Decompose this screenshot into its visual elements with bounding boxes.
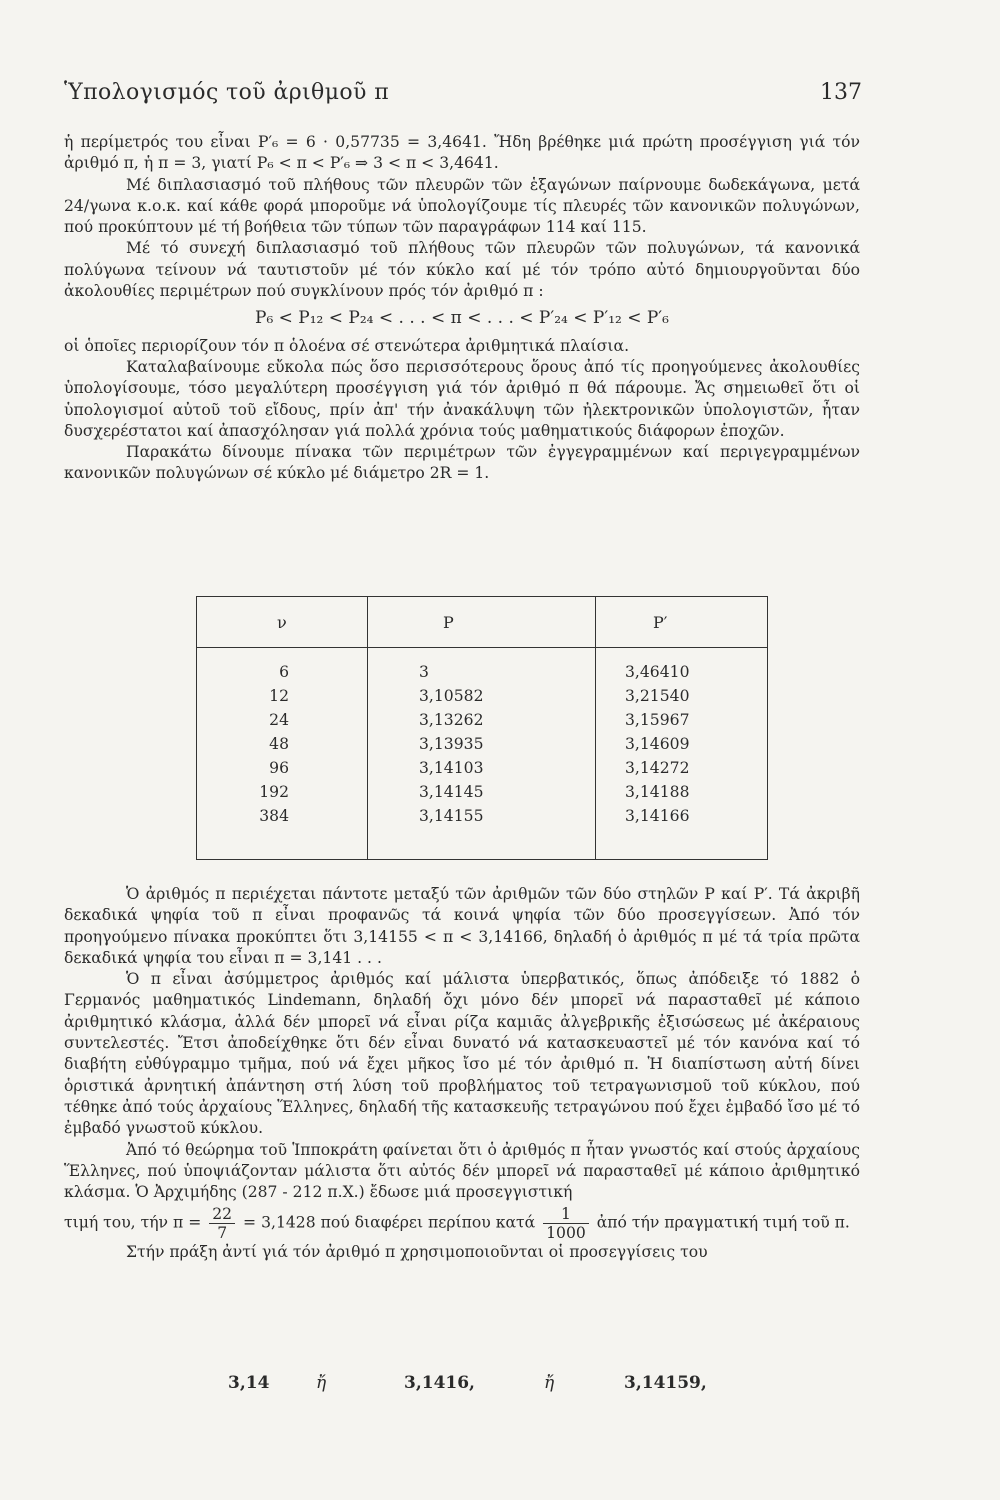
paragraph: Καταλαβαίνουμε εὔκολα πώς ὅσο περισσότερους ὅρους ἀπό τίς προηγούμενες ἀκολουθίες ὑπολογίσουμε, τόσο μεγαλύτερη προσέγγιση γιά τόν ἀριθμό π θά πάρουμε. Ἄς σημειωθεῖ ὅτι οἱ ὑπολογισμοί αὐτοῦ τοῦ εἴδους, πρίν ἀπ' τήν ἀνακάλυψη τῶν ἠλεκτρονικῶν ὑπολογιστῶν, ἦταν δυσχερέστατοι καί ἀπασχόλησαν γιά πολλά χρόνια τούς μαθηματικούς διάφορων ἐποχῶν.: [64, 357, 860, 440]
cell-P-prime: 3,15967: [625, 711, 690, 729]
paragraph: Ἀπό τό θεώρημα τοῦ Ἱπποκράτη φαίνεται ὅτι ὁ ἀριθμός π ἦταν γνωστός καί στούς ἀρχαίους Ἕλληνες, πού ὑποψιάζονταν μάλιστα ὅτι αὐτός δέν μπορεῖ νά παρασταθεῖ μέ κάποιο ἀριθμητικό κλάσμα. Ὁ Ἀρχιμήδης (287 - 212 π.Χ.) ἔδωσε μιά προσεγγιστική: [64, 1140, 860, 1202]
table-row: [197, 711, 767, 735]
cell-P-prime: 3,14272: [625, 759, 690, 777]
paragraph: Ὁ π εἶναι ἀσύμμετρος ἀριθμός καί μάλιστα ὑπερβατικός, ὅπως ἀπόδειξε τό 1882 ὁ Γερμανός μαθηματικός Lindemann, δηλαδή ὄχι μόνο δέν μπορεῖ νά παρασταθεῖ μέ κάποιο ἀριθμητικό κλάσμα, ἀλλά δέν μπορεῖ νά εἶναι ρίζα καμιᾶς ἀλγεβρικῆς ἐξισώσεως μέ ἀκέραιους συντελεστές. Ἔτσι ἀποδείχθηκε ὅτι δέν εἶναι δυνατό νά κατασκευαστεῖ μέ τόν κανόνα καί τό διαβήτη εὐθύγραμμο τμῆμα, πού νά ἔχει μῆκος ἴσο μέ τόν ἀριθμό π. Ἡ διαπίστωση αὐτή δίνει ὁριστικά ἀρνητική ἀπάντηση στή λύση τοῦ προβλήματος τοῦ τετραγωνισμοῦ τοῦ κύκλου, πού τέθηκε ἀπό τούς ἀρχαίους Ἕλληνες, δηλαδή τῆς κατασκευῆς τετραγώνου πού ἔχει ἐμβαδό ἴσο μέ τό ἐμβαδό γνωστοῦ κύκλου.: [64, 970, 860, 1138]
approx-value: 3,14: [228, 1373, 270, 1393]
table-row: [197, 807, 767, 831]
fraction-numerator: 22: [209, 1205, 235, 1224]
cell-P-prime: 3,46410: [625, 663, 690, 681]
perimeter-table: [196, 596, 768, 860]
table-header: [197, 597, 767, 648]
cell-P: 3,13262: [419, 711, 484, 729]
cell-nu: 192: [259, 783, 289, 801]
page-header: [64, 80, 862, 120]
cell-P-prime: 3,14188: [625, 783, 690, 801]
paragraph: Στήν πράξη ἀντί γιά τόν ἀριθμό π χρησιμοποιοῦνται οἱ προσεγγίσεις του: [126, 1243, 708, 1262]
cell-nu: 96: [269, 759, 289, 777]
cell-nu: 24: [269, 711, 289, 729]
text-block-top: [64, 132, 860, 485]
fraction-denominator: 7: [217, 1224, 228, 1243]
text-fragment: = 3,1428 πού διαφέρει περίπου κατά: [243, 1213, 536, 1232]
sequence-formula: P₆ < P₁₂ < P₂₄ < . . . < π < . . . < P′₂₄ < P′₁₂ < P′₆: [255, 308, 669, 329]
page-number: 137: [820, 80, 862, 105]
cell-P: 3,14155: [419, 807, 484, 825]
fraction-numerator: 1: [543, 1205, 589, 1224]
cell-P: 3,14145: [419, 783, 484, 801]
cell-P: 3,13935: [419, 735, 484, 753]
header-P-prime: P′: [653, 613, 668, 632]
table-row: [197, 735, 767, 759]
cell-P: 3: [419, 663, 429, 681]
table-row: [197, 759, 767, 783]
or-word: ἤ: [544, 1373, 555, 1393]
fraction-22-7: [209, 1205, 235, 1242]
cell-nu: 48: [269, 735, 289, 753]
cell-P: 3,14103: [419, 759, 484, 777]
cell-P-prime: 3,14166: [625, 807, 690, 825]
cell-nu: 384: [259, 807, 289, 825]
archimedes-line: [64, 1205, 860, 1242]
cell-nu: 12: [269, 687, 289, 705]
header-nu: ν: [277, 613, 287, 632]
text-fragment: τιμή του, τήν π =: [64, 1213, 202, 1232]
header-P: P: [443, 613, 454, 632]
paragraph: Παρακάτω δίνουμε πίνακα τῶν περιμέτρων τῶν ἐγγεγραμμένων καί περιγεγραμμένων κανονικῶν πολυγώνων σέ κύκλο μέ διάμετρο 2R = 1.: [64, 443, 860, 483]
paragraph: Ὁ ἀριθμός π περιέχεται πάντοτε μεταξύ τῶν ἀριθμῶν τῶν δύο στηλῶν P καί P′. Τά ἀκριβῆ δεκαδικά ψηφία τοῦ π εἶναι προφανῶς τά κοινά ψηφία τῶν δύο προσεγγίσεων. Ἀπό τόν προηγούμενο πίνακα προκύπτει ὅτι 3,14155 < π < 3,14166, δηλαδή ὁ ἀριθμός π μέ τά τρία πρῶτα δεκαδικά ψηφία του εἶναι π = 3,141 . . .: [64, 885, 860, 967]
or-word: ἤ: [316, 1373, 327, 1393]
approx-value: 3,1416,: [404, 1373, 475, 1393]
cell-P: 3,10582: [419, 687, 484, 705]
cell-P-prime: 3,14609: [625, 735, 690, 753]
approx-value: 3,14159,: [624, 1373, 707, 1393]
chapter-title: Ὑπολογισμός τοῦ ἀριθμοῦ π: [64, 80, 390, 105]
table-row: [197, 783, 767, 807]
fraction-denominator: 1000: [546, 1224, 586, 1243]
text-fragment: ἀπό τήν πραγματική τιμή τοῦ π.: [596, 1213, 850, 1232]
paragraph: ἡ περίμετρός του εἶναι P′₆ = 6 · 0,57735 = 3,4641. Ἤδη βρέθηκε μιά πρώτη προσέγγιση γιά τόν ἀριθμό π, ἡ π = 3, γιατί P₆ < π < P′₆ ⇒ 3 < π < 3,4641.: [64, 133, 860, 173]
cell-P-prime: 3,21540: [625, 687, 690, 705]
table-row: [197, 663, 767, 687]
paragraph: οἱ ὁποῖες περιορίζουν τόν π ὁλοένα σέ στενώτερα ἀριθμητικά πλαίσια.: [64, 336, 630, 355]
table-body: [197, 663, 767, 831]
text-block-bottom: [64, 884, 860, 1264]
cell-nu: 6: [279, 663, 289, 681]
table-row: [197, 687, 767, 711]
fraction-1-1000: [543, 1205, 589, 1242]
paragraph: Μέ τό συνεχή διπλασιασμό τοῦ πλήθους τῶν πλευρῶν τῶν πολυγώνων, τά κανονικά πολύγωνα τείνουν νά ταυτιστοῦν μέ τόν κύκλο καί μέ τόν τρόπο αὐτό δημιουργοῦνται δύο ἀκολουθίες περιμέτρων πού συγκλίνουν πρός τόν ἀριθμό π :: [64, 239, 860, 301]
paragraph: Μέ διπλασιασμό τοῦ πλήθους τῶν πλευρῶν τῶν ἑξαγώνων παίρνουμε δωδεκάγωνα, μετά 24/γωνα κ.ο.κ. καί κάθε φορά μποροῦμε νά ὑπολογίζουμε τίς πλευρές τῶν κανονικῶν πολυγώνων, πού προκύπτουν μέ τή βοήθεια τῶν τύπων τῶν παραγράφων 114 καί 115.: [64, 175, 860, 237]
